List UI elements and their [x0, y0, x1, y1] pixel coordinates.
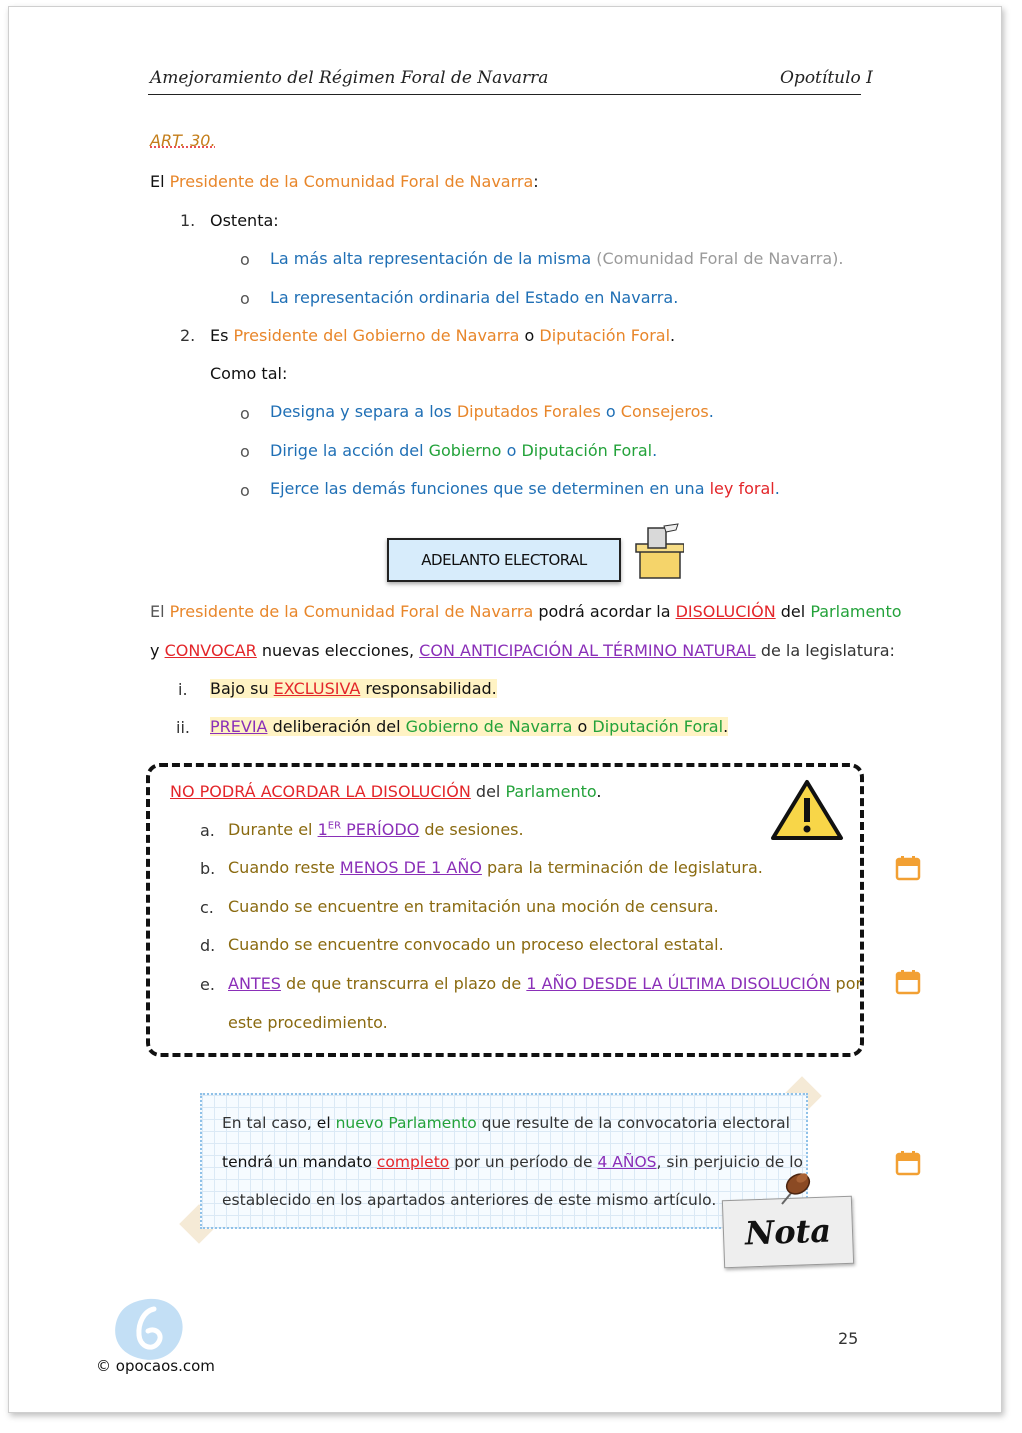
warning-e-t4: por: [835, 974, 863, 993]
roman-ii-t4: o: [577, 717, 588, 736]
roman-i: [210, 679, 497, 698]
warning-a-letter: a.: [200, 821, 215, 840]
para1-convocar: CONVOCAR: [164, 641, 257, 660]
header-chapter: Opotítulo I: [780, 68, 873, 88]
warning-d-letter: d.: [200, 936, 216, 955]
warning-a-first: [318, 820, 420, 839]
logo-icon: [108, 1295, 188, 1365]
sub-c-t1: Ejerce las demás funciones que se determinen en una: [270, 479, 705, 498]
warning-d: Cuando se encuentre convocado un proceso electoral estatal.: [228, 935, 724, 954]
para1-nuevas: nuevas elecciones,: [261, 641, 415, 660]
item2-gobierno: Presidente del Gobierno de Navarra: [233, 326, 520, 345]
roman-i-t4: .: [491, 679, 497, 698]
sub-a-t4: Consejeros: [620, 402, 709, 421]
note-l2c: por un período de: [454, 1153, 593, 1171]
para1-disolucion: DISOLUCIÓN: [675, 602, 776, 621]
item2-diputacion: Diputación Foral: [539, 326, 671, 345]
warning-b: [228, 858, 763, 877]
para1-line2: [150, 641, 895, 660]
warning-parlamento: Parlamento: [505, 782, 597, 801]
warning-e: [228, 974, 862, 993]
para1-podra: podrá acordar la: [538, 602, 671, 621]
warning-e-t3: 1 AÑO DESDE LA ÚLTIMA DISOLUCIÓN: [526, 974, 831, 993]
roman-ii: [210, 717, 728, 736]
warning-heading: [170, 782, 601, 801]
sub-b-t3: o: [506, 441, 517, 460]
intro-presidente: Presidente de la Comunidad Foral de Navarra: [169, 172, 534, 191]
page-number: 25: [838, 1329, 859, 1348]
sub-c-t3: .: [774, 479, 780, 498]
sub-b-t5: .: [652, 441, 658, 460]
adelanto-electoral-banner: ADELANTO ELECTORAL: [387, 538, 621, 582]
warning-e-t2: de que transcurra el plazo de: [286, 974, 522, 993]
sub-a-t2: Diputados Forales: [456, 402, 601, 421]
roman-i-t1: Bajo su: [210, 679, 269, 698]
roman-ii-t5: Diputación Foral: [592, 717, 724, 736]
item2-line: [210, 326, 675, 345]
item2-sub-b: [270, 441, 657, 460]
sub-b-t4: Diputación Foral: [521, 441, 653, 460]
bullet-icon: o: [240, 442, 250, 461]
item2-sub-c: [270, 479, 780, 498]
warning-icon: [770, 778, 844, 842]
warning-a-sup: ER: [327, 820, 342, 832]
warning-a-t3: PERÍODO: [346, 820, 420, 839]
roman-i-t2: EXCLUSIVA: [273, 679, 361, 698]
item1-colon: :: [273, 211, 279, 230]
nota-tag: Nota: [722, 1196, 854, 1268]
para1-legislatura: de la legislatura:: [760, 641, 895, 660]
note-l2e: , sin perjuicio de lo: [656, 1153, 804, 1171]
header-rule: [148, 94, 861, 95]
sub-b-t1: Dirige la acción del: [270, 441, 424, 460]
warning-e-t1: ANTES: [228, 974, 281, 993]
article-title: ART. 30.: [150, 131, 216, 150]
para1-y: y: [150, 641, 160, 660]
item1-sub-1: [270, 249, 843, 268]
intro-line: [150, 172, 539, 191]
warning-b-t1: Cuando reste: [228, 858, 335, 877]
calendar-icon: [895, 969, 921, 995]
para1-line1: [150, 602, 902, 621]
note-l2d: 4 AÑOS: [597, 1153, 657, 1171]
note-l1c: nuevo Parlamento: [335, 1114, 477, 1132]
warning-del: del: [475, 782, 501, 801]
calendar-icon: [895, 855, 921, 881]
warning-a-t4: de sesiones.: [424, 820, 524, 839]
warning-a-t2: 1: [317, 820, 328, 839]
item1-line: [210, 211, 279, 230]
para1-presidente: Presidente de la Comunidad Foral de Navarra: [169, 602, 534, 621]
warning-e-cont: este procedimiento.: [228, 1013, 388, 1032]
warning-c: Cuando se encuentre en tramitación una moción de censura.: [228, 897, 719, 916]
roman-ii-t2: deliberación del: [272, 717, 401, 736]
ballot-box-icon: [634, 522, 684, 580]
item1-label: Ostenta: [210, 211, 274, 230]
como-tal: Como tal:: [210, 364, 288, 383]
sub-a-t5: .: [708, 402, 714, 421]
warning-dot: .: [596, 782, 602, 801]
sub-a-t3: o: [605, 402, 616, 421]
note-l2a: tendrá un mandato: [222, 1153, 372, 1171]
item1-sub-1-extra: (Comunidad Foral de Navarra).: [591, 249, 844, 268]
note-l1d: que resulte de la convocatoria electoral: [481, 1114, 790, 1132]
warning-c-letter: c.: [200, 898, 214, 917]
header-title: Amejoramiento del Régimen Foral de Navarra: [150, 68, 549, 88]
sub-c-t2: ley foral: [709, 479, 775, 498]
bullet-icon: o: [240, 481, 250, 500]
intro-colon: :: [533, 172, 539, 191]
para1-anticipacion: CON ANTICIPACIÓN AL TÉRMINO NATURAL: [419, 641, 756, 660]
note-line2: [222, 1153, 803, 1171]
warning-a: [228, 820, 524, 839]
roman-i-t3: responsabilidad: [365, 679, 492, 698]
warning-head: NO PODRÁ ACORDAR LA DISOLUCIÓN: [170, 782, 471, 801]
sub-a-t1: Designa y separa a los: [270, 402, 452, 421]
bullet-icon: o: [240, 404, 250, 423]
pushpin-icon: [774, 1168, 814, 1210]
warning-a-t1: Durante el: [228, 820, 313, 839]
roman-ii-t3: Gobierno de Navarra: [405, 717, 573, 736]
para1-parlamento: Parlamento: [810, 602, 902, 621]
note-l2b: completo: [376, 1153, 450, 1171]
note-line3: establecido en los apartados anteriores de este mismo artículo.: [222, 1191, 717, 1209]
para1-del: del: [780, 602, 806, 621]
warning-b-t3: para la terminación de legislatura.: [487, 858, 763, 877]
item2-sub-a: [270, 402, 714, 421]
warning-b-letter: b.: [200, 859, 216, 878]
roman-ii-t1: PREVIA: [210, 717, 268, 736]
item1-sub-1-text: La más alta representación de la misma: [270, 249, 592, 268]
item1-number: 1.: [180, 211, 196, 230]
roman-i-number: i.: [178, 680, 188, 699]
note-l1a: En tal caso,: [222, 1114, 312, 1132]
calendar-icon: [895, 1150, 921, 1176]
note-line1: [222, 1114, 790, 1132]
bullet-icon: o: [240, 289, 250, 308]
item2-number: 2.: [180, 326, 196, 345]
roman-ii-t6: .: [723, 717, 729, 736]
sub-b-t2: Gobierno: [428, 441, 502, 460]
note-l1b: el: [316, 1114, 331, 1132]
para1-el: El: [150, 602, 165, 621]
warning-b-t2: MENOS DE 1 AÑO: [339, 858, 482, 877]
item1-sub-2: La representación ordinaria del Estado en Navarra.: [270, 288, 679, 307]
bullet-icon: o: [240, 250, 250, 269]
item2-dot: .: [670, 326, 676, 345]
brand-copyright: © opocaos.com: [96, 1357, 215, 1375]
roman-ii-number: ii.: [176, 718, 190, 737]
intro-el: El: [150, 172, 165, 191]
warning-e-letter: e.: [200, 975, 215, 994]
item2-o: o: [524, 326, 535, 345]
item2-es: Es: [210, 326, 229, 345]
